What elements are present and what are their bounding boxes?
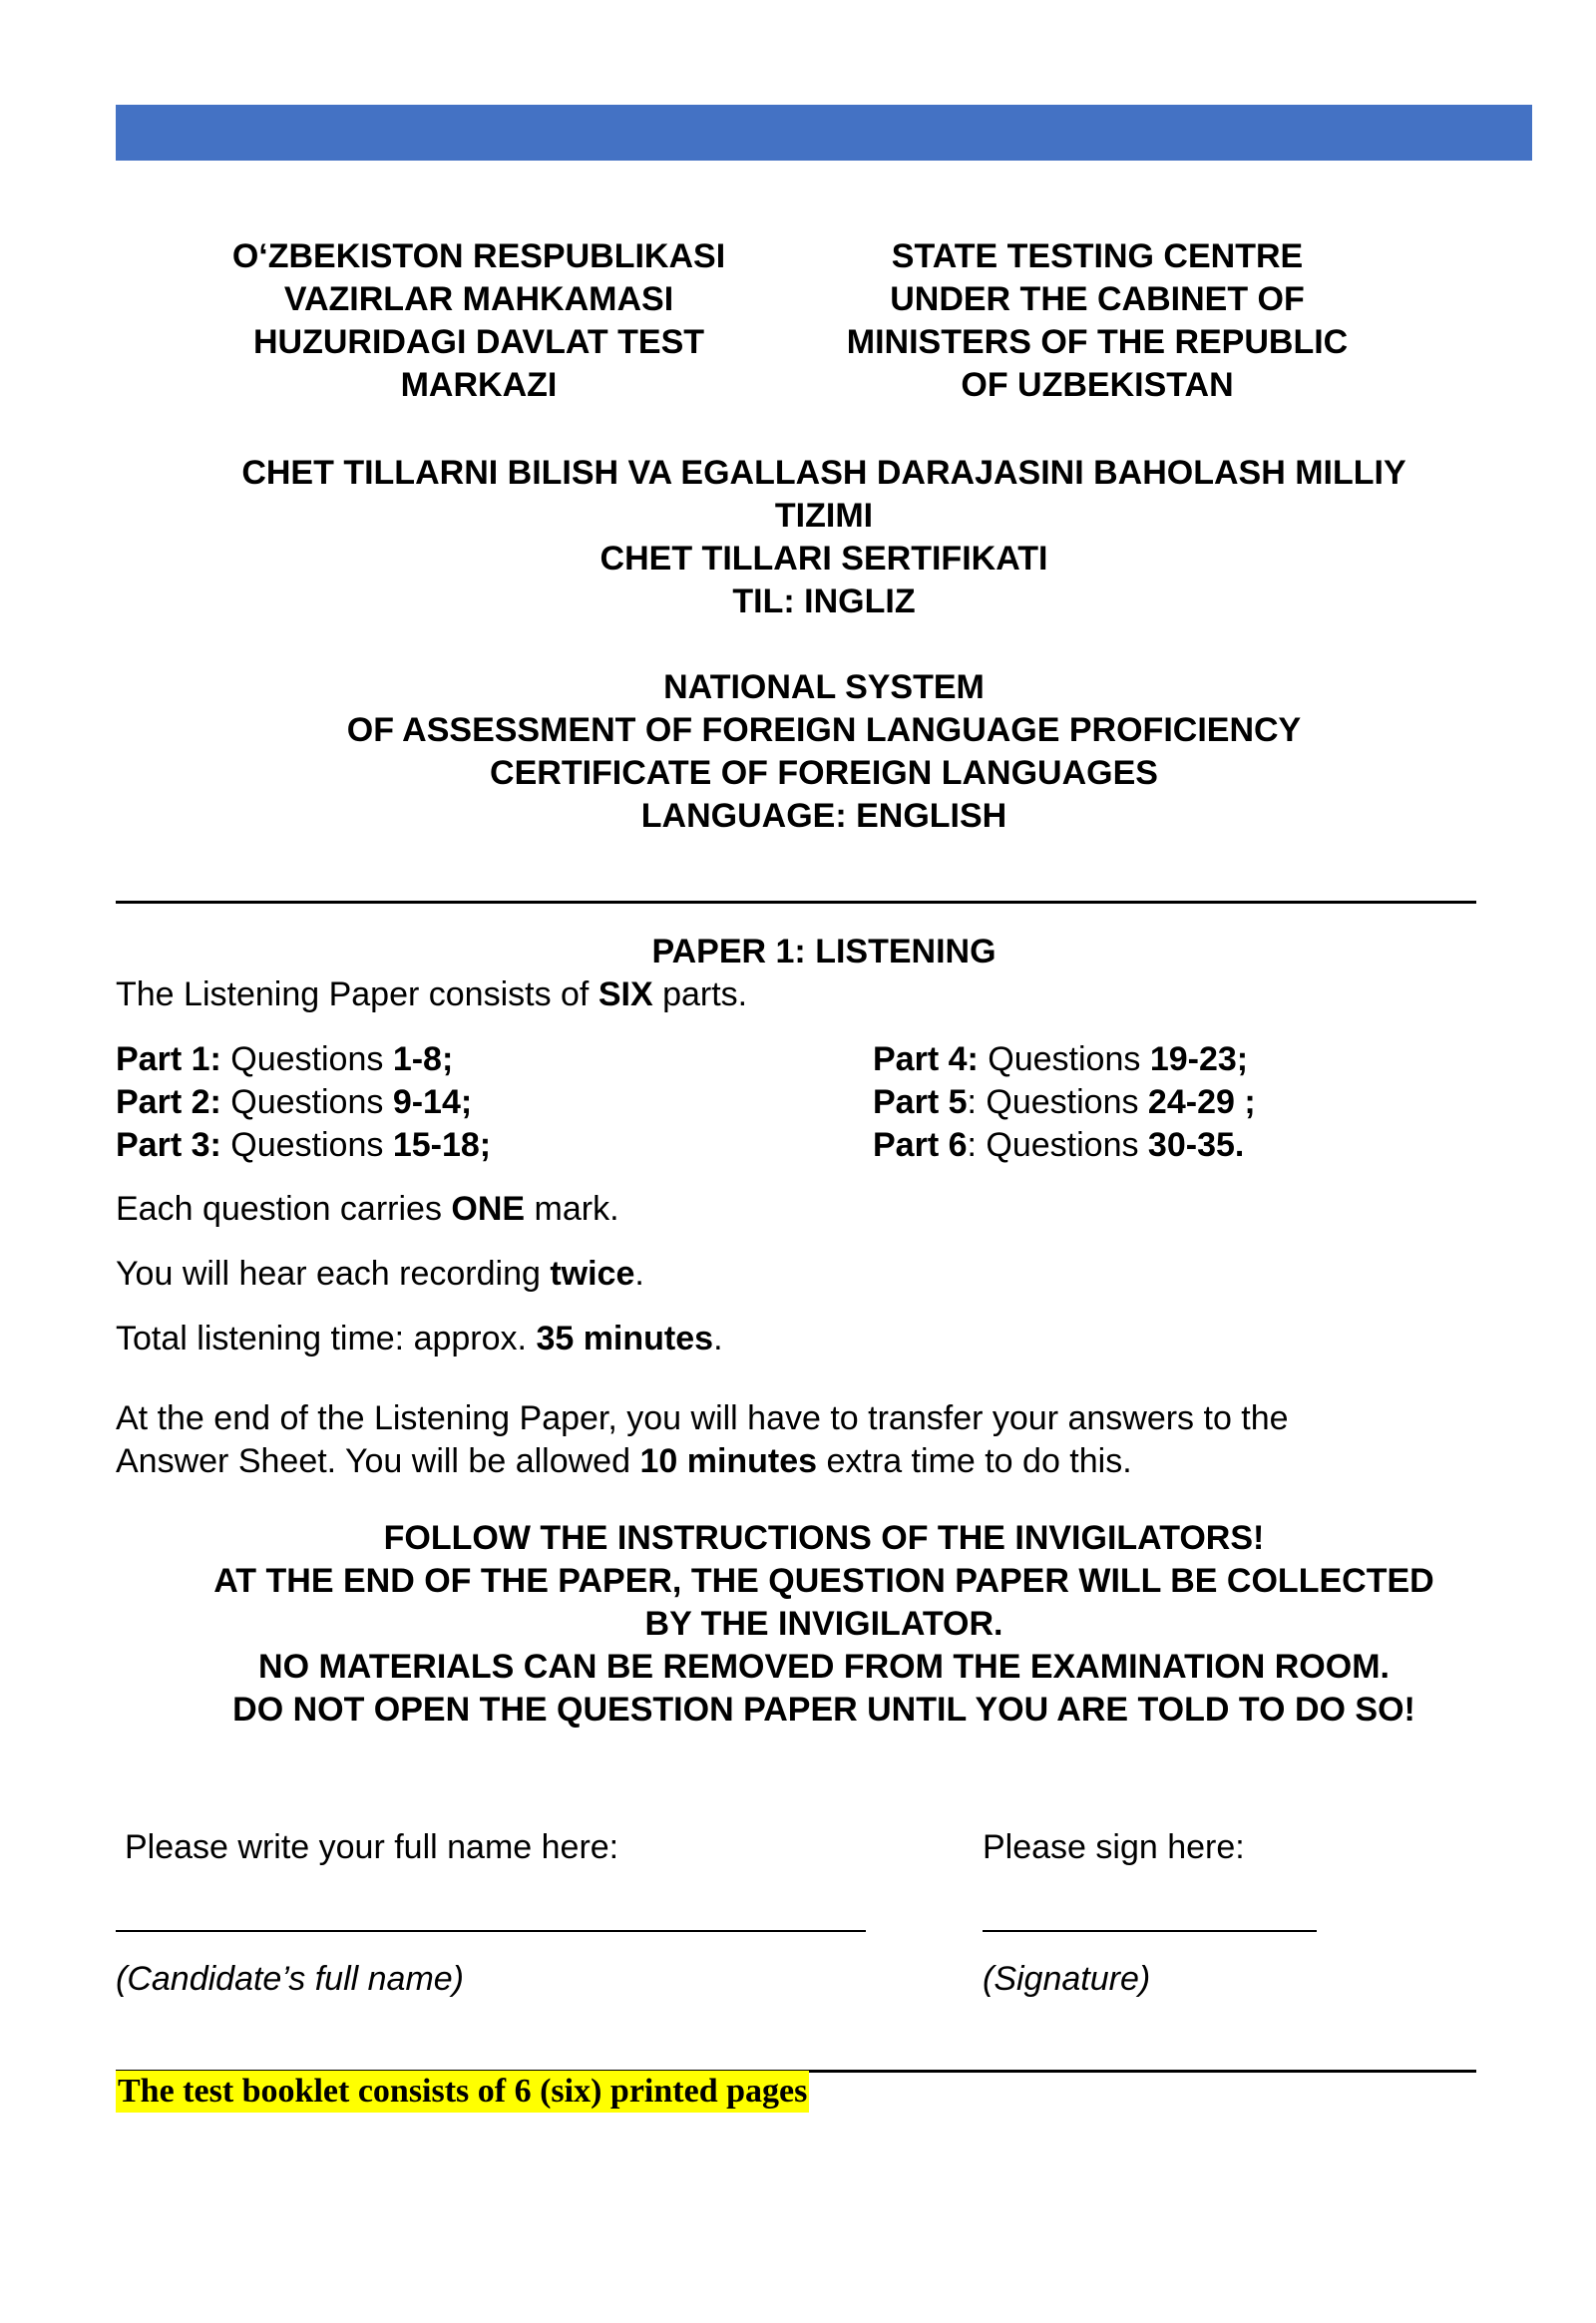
part-range: 9-14;	[392, 1083, 473, 1121]
intro-text-end: parts.	[652, 975, 748, 1013]
header-line: OF UZBEKISTAN	[961, 366, 1234, 404]
rule-text: You will hear each recording	[116, 1255, 551, 1293]
paper-intro	[116, 973, 747, 1016]
rule-bold: ONE	[451, 1190, 526, 1228]
english-title-block	[116, 666, 1532, 838]
intro-bold: SIX	[598, 975, 653, 1013]
part-item	[873, 1124, 1256, 1167]
part-text: Questions	[220, 1040, 393, 1078]
header-line: HUZURIDAGI DAVLAT TEST	[252, 323, 705, 361]
part-item	[116, 1081, 491, 1124]
top-color-bar	[116, 105, 1532, 161]
title-line: NATIONAL SYSTEM	[663, 668, 985, 706]
full-name-prompt: Please write your full name here:	[125, 1828, 619, 1866]
signature-caption: (Signature)	[983, 1960, 1151, 1998]
title-line: CHET TILLARNI BILISH VA EGALLASH DARAJASINI BAHOLASH MILLIY	[241, 454, 1406, 492]
title-line: TIL: INGLIZ	[732, 582, 916, 620]
rule-bold: 10 minutes	[639, 1442, 818, 1480]
header-line: MINISTERS OF THE REPUBLIC	[846, 323, 1349, 361]
rule-bold: 35 minutes	[536, 1320, 714, 1357]
header-line: O‘ZBEKISTON RESPUBLIKASI	[231, 237, 726, 275]
transfer-rule-line1: At the end of the Listening Paper, you will have to transfer your answers to the	[116, 1399, 1289, 1437]
rule-text-end: extra time to do this.	[817, 1442, 1132, 1480]
divider-line	[116, 901, 1476, 904]
header-uzbek-org	[170, 235, 788, 407]
warning-line: AT THE END OF THE PAPER, THE QUESTION PAPER WILL BE COLLECTED	[213, 1562, 1434, 1600]
part-range: 1-8;	[392, 1040, 454, 1078]
page-count-note: The test booklet consists of 6 (six) printed pages	[116, 2071, 809, 2113]
part-text: Questions	[220, 1083, 393, 1121]
warning-line: BY THE INVIGILATOR.	[644, 1605, 1003, 1643]
part-label: Part 2:	[116, 1083, 221, 1121]
title-line: CERTIFICATE OF FOREIGN LANGUAGES	[490, 754, 1158, 792]
header-line: STATE TESTING CENTRE	[891, 237, 1304, 275]
parts-list-left	[116, 1038, 491, 1167]
header-line: UNDER THE CABINET OF	[890, 280, 1305, 318]
rule-text-end: mark.	[525, 1190, 619, 1228]
part-text: Questions	[220, 1126, 393, 1164]
part-range: 15-18;	[392, 1126, 492, 1164]
part-item	[873, 1081, 1256, 1124]
full-name-caption: (Candidate’s full name)	[116, 1960, 464, 1998]
parts-list-right	[873, 1038, 1256, 1167]
recording-rule	[116, 1253, 644, 1296]
rule-text-end: .	[713, 1320, 723, 1357]
title-line: LANGUAGE: ENGLISH	[640, 797, 1007, 835]
part-label: Part 3:	[116, 1126, 221, 1164]
rule-bold: twice	[550, 1255, 635, 1293]
part-label: Part 6	[873, 1126, 968, 1164]
part-range: 24-29 ;	[1147, 1083, 1256, 1121]
paper-title: PAPER 1: LISTENING	[651, 933, 997, 970]
title-line: CHET TILLARI SERTIFIKATI	[599, 540, 1048, 578]
title-line: OF ASSESSMENT OF FOREIGN LANGUAGE PROFICIENCY	[346, 711, 1302, 749]
part-item	[116, 1038, 491, 1081]
warning-line: FOLLOW THE INSTRUCTIONS OF THE INVIGILATORS!	[383, 1519, 1265, 1557]
transfer-rule-line2	[116, 1440, 1132, 1483]
warning-line: NO MATERIALS CAN BE REMOVED FROM THE EXAMINATION ROOM.	[258, 1648, 1390, 1686]
part-label: Part 1:	[116, 1040, 221, 1078]
header-english-org	[788, 235, 1406, 407]
part-item	[116, 1124, 491, 1167]
part-label: Part 4:	[873, 1040, 979, 1078]
title-line: TIZIMI	[774, 497, 874, 535]
rule-text: Total listening time: approx.	[116, 1320, 537, 1357]
part-label: Part 5	[873, 1083, 968, 1121]
time-rule	[116, 1318, 723, 1360]
signature-field[interactable]	[983, 1930, 1317, 1932]
invigilator-warnings	[116, 1517, 1532, 1732]
rule-text: Each question carries	[116, 1190, 452, 1228]
part-range: 30-35.	[1147, 1126, 1245, 1164]
part-range: 19-23;	[1149, 1040, 1249, 1078]
part-text: : Questions	[967, 1126, 1148, 1164]
signature-prompt: Please sign here:	[983, 1828, 1245, 1866]
rule-text: Answer Sheet. You will be allowed	[116, 1442, 640, 1480]
part-item	[873, 1038, 1256, 1081]
intro-text: The Listening Paper consists of	[116, 975, 598, 1013]
part-text: Questions	[978, 1040, 1150, 1078]
rule-text-end: .	[634, 1255, 644, 1293]
marks-rule	[116, 1188, 619, 1231]
part-text: : Questions	[967, 1083, 1148, 1121]
warning-line: DO NOT OPEN THE QUESTION PAPER UNTIL YOU ARE TOLD TO DO SO!	[232, 1691, 1415, 1729]
full-name-field[interactable]	[116, 1930, 866, 1932]
header-line: VAZIRLAR MAHKAMASI	[283, 280, 674, 318]
uzbek-title-block	[116, 452, 1532, 623]
header-line: MARKAZI	[400, 366, 558, 404]
